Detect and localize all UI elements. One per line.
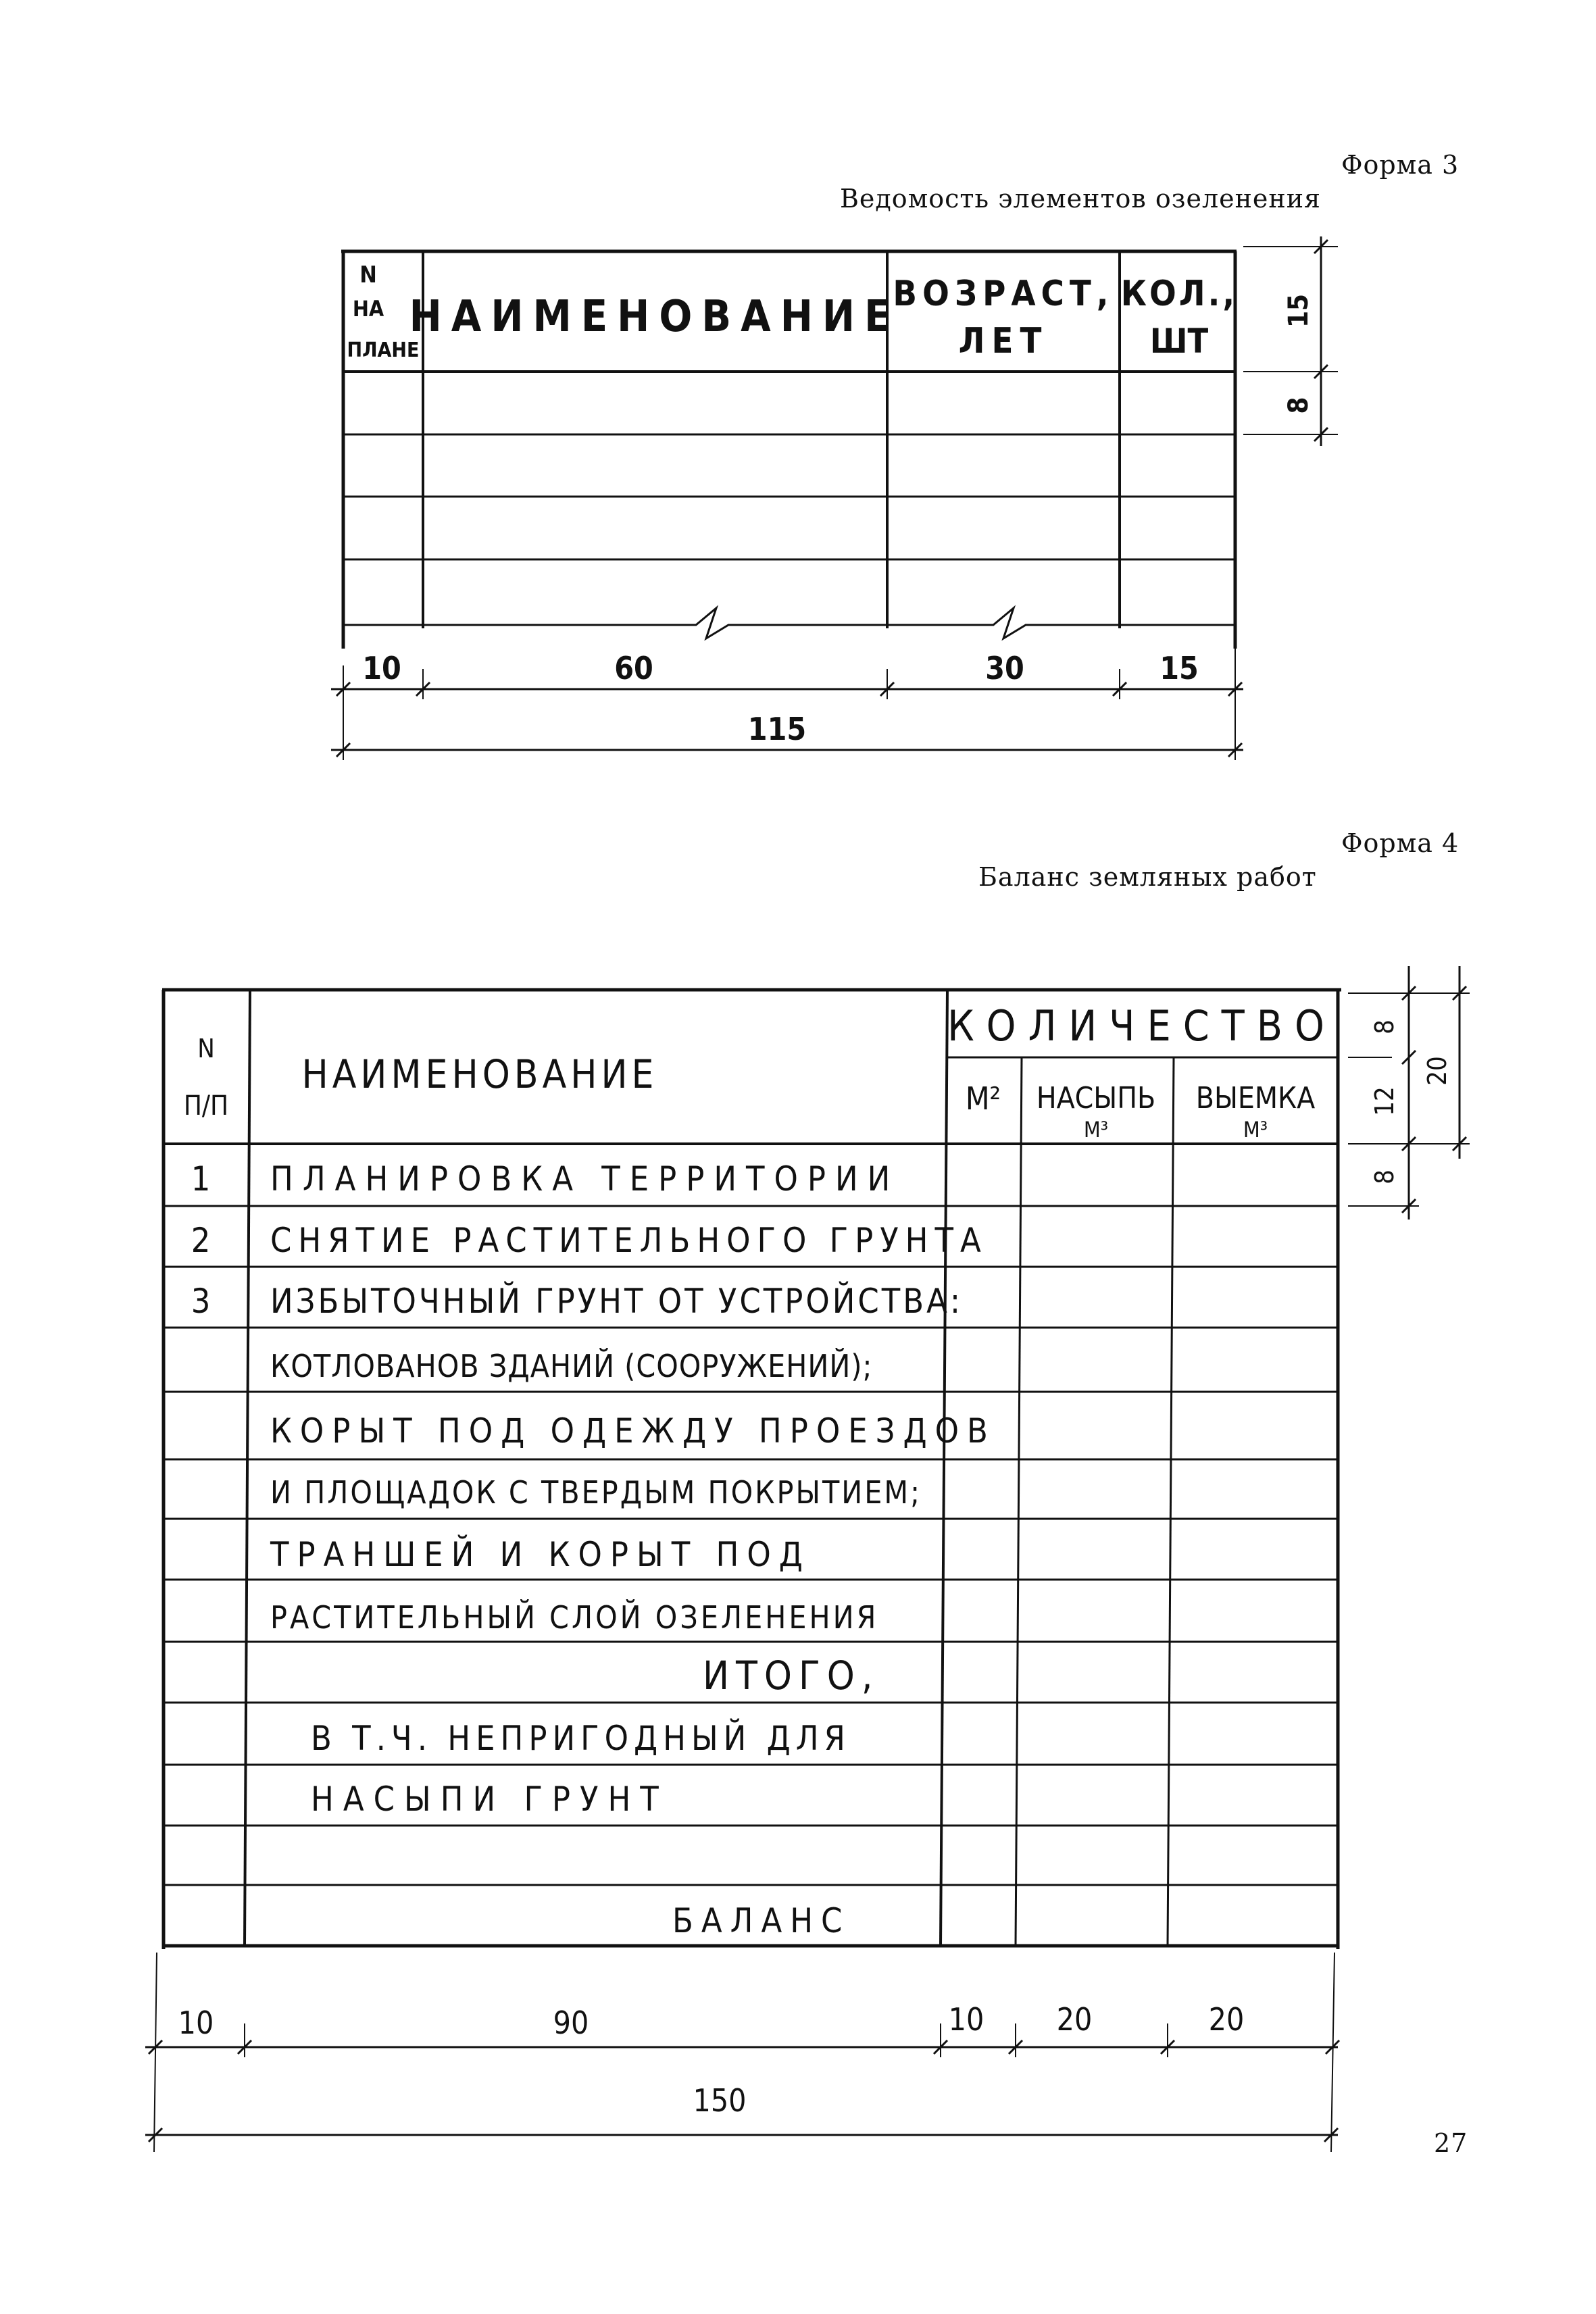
form4-header-cut: ВЫЕМКА — [1195, 1081, 1316, 1115]
form4-header-quantity: КОЛИЧЕСТВО — [947, 1001, 1337, 1051]
row-name: СНЯТИЕ РАСТИТЕЛЬНОГО ГРУНТА — [270, 1221, 988, 1260]
form3-header-num-3: ПЛАНЕ — [347, 338, 420, 362]
row-name: КОРЫТ ПОД ОДЕЖДУ ПРОЕЗДОВ — [270, 1411, 996, 1451]
form3-header-num-1: N — [359, 261, 377, 288]
row-name: ТРАНШЕЙ И КОРЫТ ПОД — [270, 1535, 811, 1574]
form4-header-fill: НАСЫПЬ — [1036, 1081, 1156, 1115]
row-name: НАСЫПИ ГРУНТ — [311, 1780, 668, 1819]
row-name: В Т.Ч. НЕПРИГОДНЫЙ ДЛЯ — [311, 1719, 851, 1758]
form3-label: Форма 3 — [1341, 150, 1460, 180]
form3-header-qty-1: КОЛ., — [1120, 274, 1238, 314]
form4-title: Баланс земляных работ — [978, 862, 1317, 892]
form3-dim-row-height: 8 — [1283, 397, 1314, 414]
form4-dim-fill: 20 — [1056, 2001, 1093, 2038]
form4-header-cut-unit: М³ — [1243, 1117, 1268, 1142]
form3-dim-header-height: 15 — [1283, 293, 1314, 328]
form3-title: Ведомость элементов озеленения — [840, 184, 1322, 213]
form3-dim-total: 115 — [747, 711, 807, 747]
form4-label: Форма 4 — [1341, 828, 1460, 858]
form4-dim-header-bottom: 12 — [1370, 1086, 1399, 1116]
form4-dim-name: 90 — [553, 2005, 589, 2041]
form4-header-fill-unit: М³ — [1083, 1117, 1109, 1142]
form4-dim-num: 10 — [178, 2005, 214, 2041]
form3-dim-qty: 15 — [1159, 650, 1199, 686]
form4-dim-header-top: 8 — [1370, 1020, 1399, 1034]
form4-header-name: НАИМЕНОВАНИЕ — [301, 1051, 658, 1097]
form3-dim-name: 60 — [614, 650, 653, 686]
form3-header-qty-2: ШТ — [1149, 322, 1209, 361]
form3-header-num-2: НА — [352, 296, 384, 322]
form3-header-age-2: ЛЕТ — [958, 321, 1049, 361]
form4-header-num-2: П/П — [183, 1090, 229, 1122]
form4-rows — [191, 1159, 996, 1940]
form4-dim-cut: 20 — [1208, 2001, 1245, 2038]
form3-dimensions — [362, 294, 1314, 747]
form3-header — [347, 261, 1238, 362]
row-name: БАЛАНС — [672, 1901, 851, 1940]
form3-header-name: НАИМЕНОВАНИЕ — [409, 292, 901, 342]
form3-dim-age: 30 — [985, 650, 1024, 686]
row-name: ПЛАНИРОВКА ТЕРРИТОРИИ — [270, 1159, 900, 1199]
row-name: РАСТИТЕЛЬНЫЙ СЛОЙ ОЗЕЛЕНЕНИЯ — [270, 1599, 879, 1636]
row-num: 3 — [191, 1282, 215, 1321]
form4-dim-header-total: 20 — [1422, 1056, 1452, 1086]
form3-header-age-1: ВОЗРАСТ, — [893, 274, 1114, 314]
form4-dim-m2: 10 — [948, 2001, 984, 2038]
row-num: 1 — [191, 1159, 215, 1199]
row-num: 2 — [191, 1221, 215, 1260]
row-name: КОТЛОВАНОВ ЗДАНИЙ (СООРУЖЕНИЙ); — [270, 1348, 873, 1384]
form4-dim-total: 150 — [693, 2082, 747, 2119]
row-name: ИТОГО, — [703, 1653, 880, 1699]
form4-dim-row-height: 8 — [1370, 1169, 1399, 1184]
form3-dim-num: 10 — [362, 650, 401, 686]
row-name: И ПЛОЩАДОК С ТВЕРДЫМ ПОКРЫТИЕМ; — [270, 1474, 922, 1511]
form4-header-m2: М² — [965, 1080, 1001, 1117]
form4-header-num-1: N — [197, 1034, 215, 1063]
page-number: 27 — [1434, 2128, 1468, 2158]
form4-header — [184, 1001, 1337, 1142]
row-name: ИЗБЫТОЧНЫЙ ГРУНТ ОТ УСТРОЙСТВА: — [270, 1282, 964, 1321]
